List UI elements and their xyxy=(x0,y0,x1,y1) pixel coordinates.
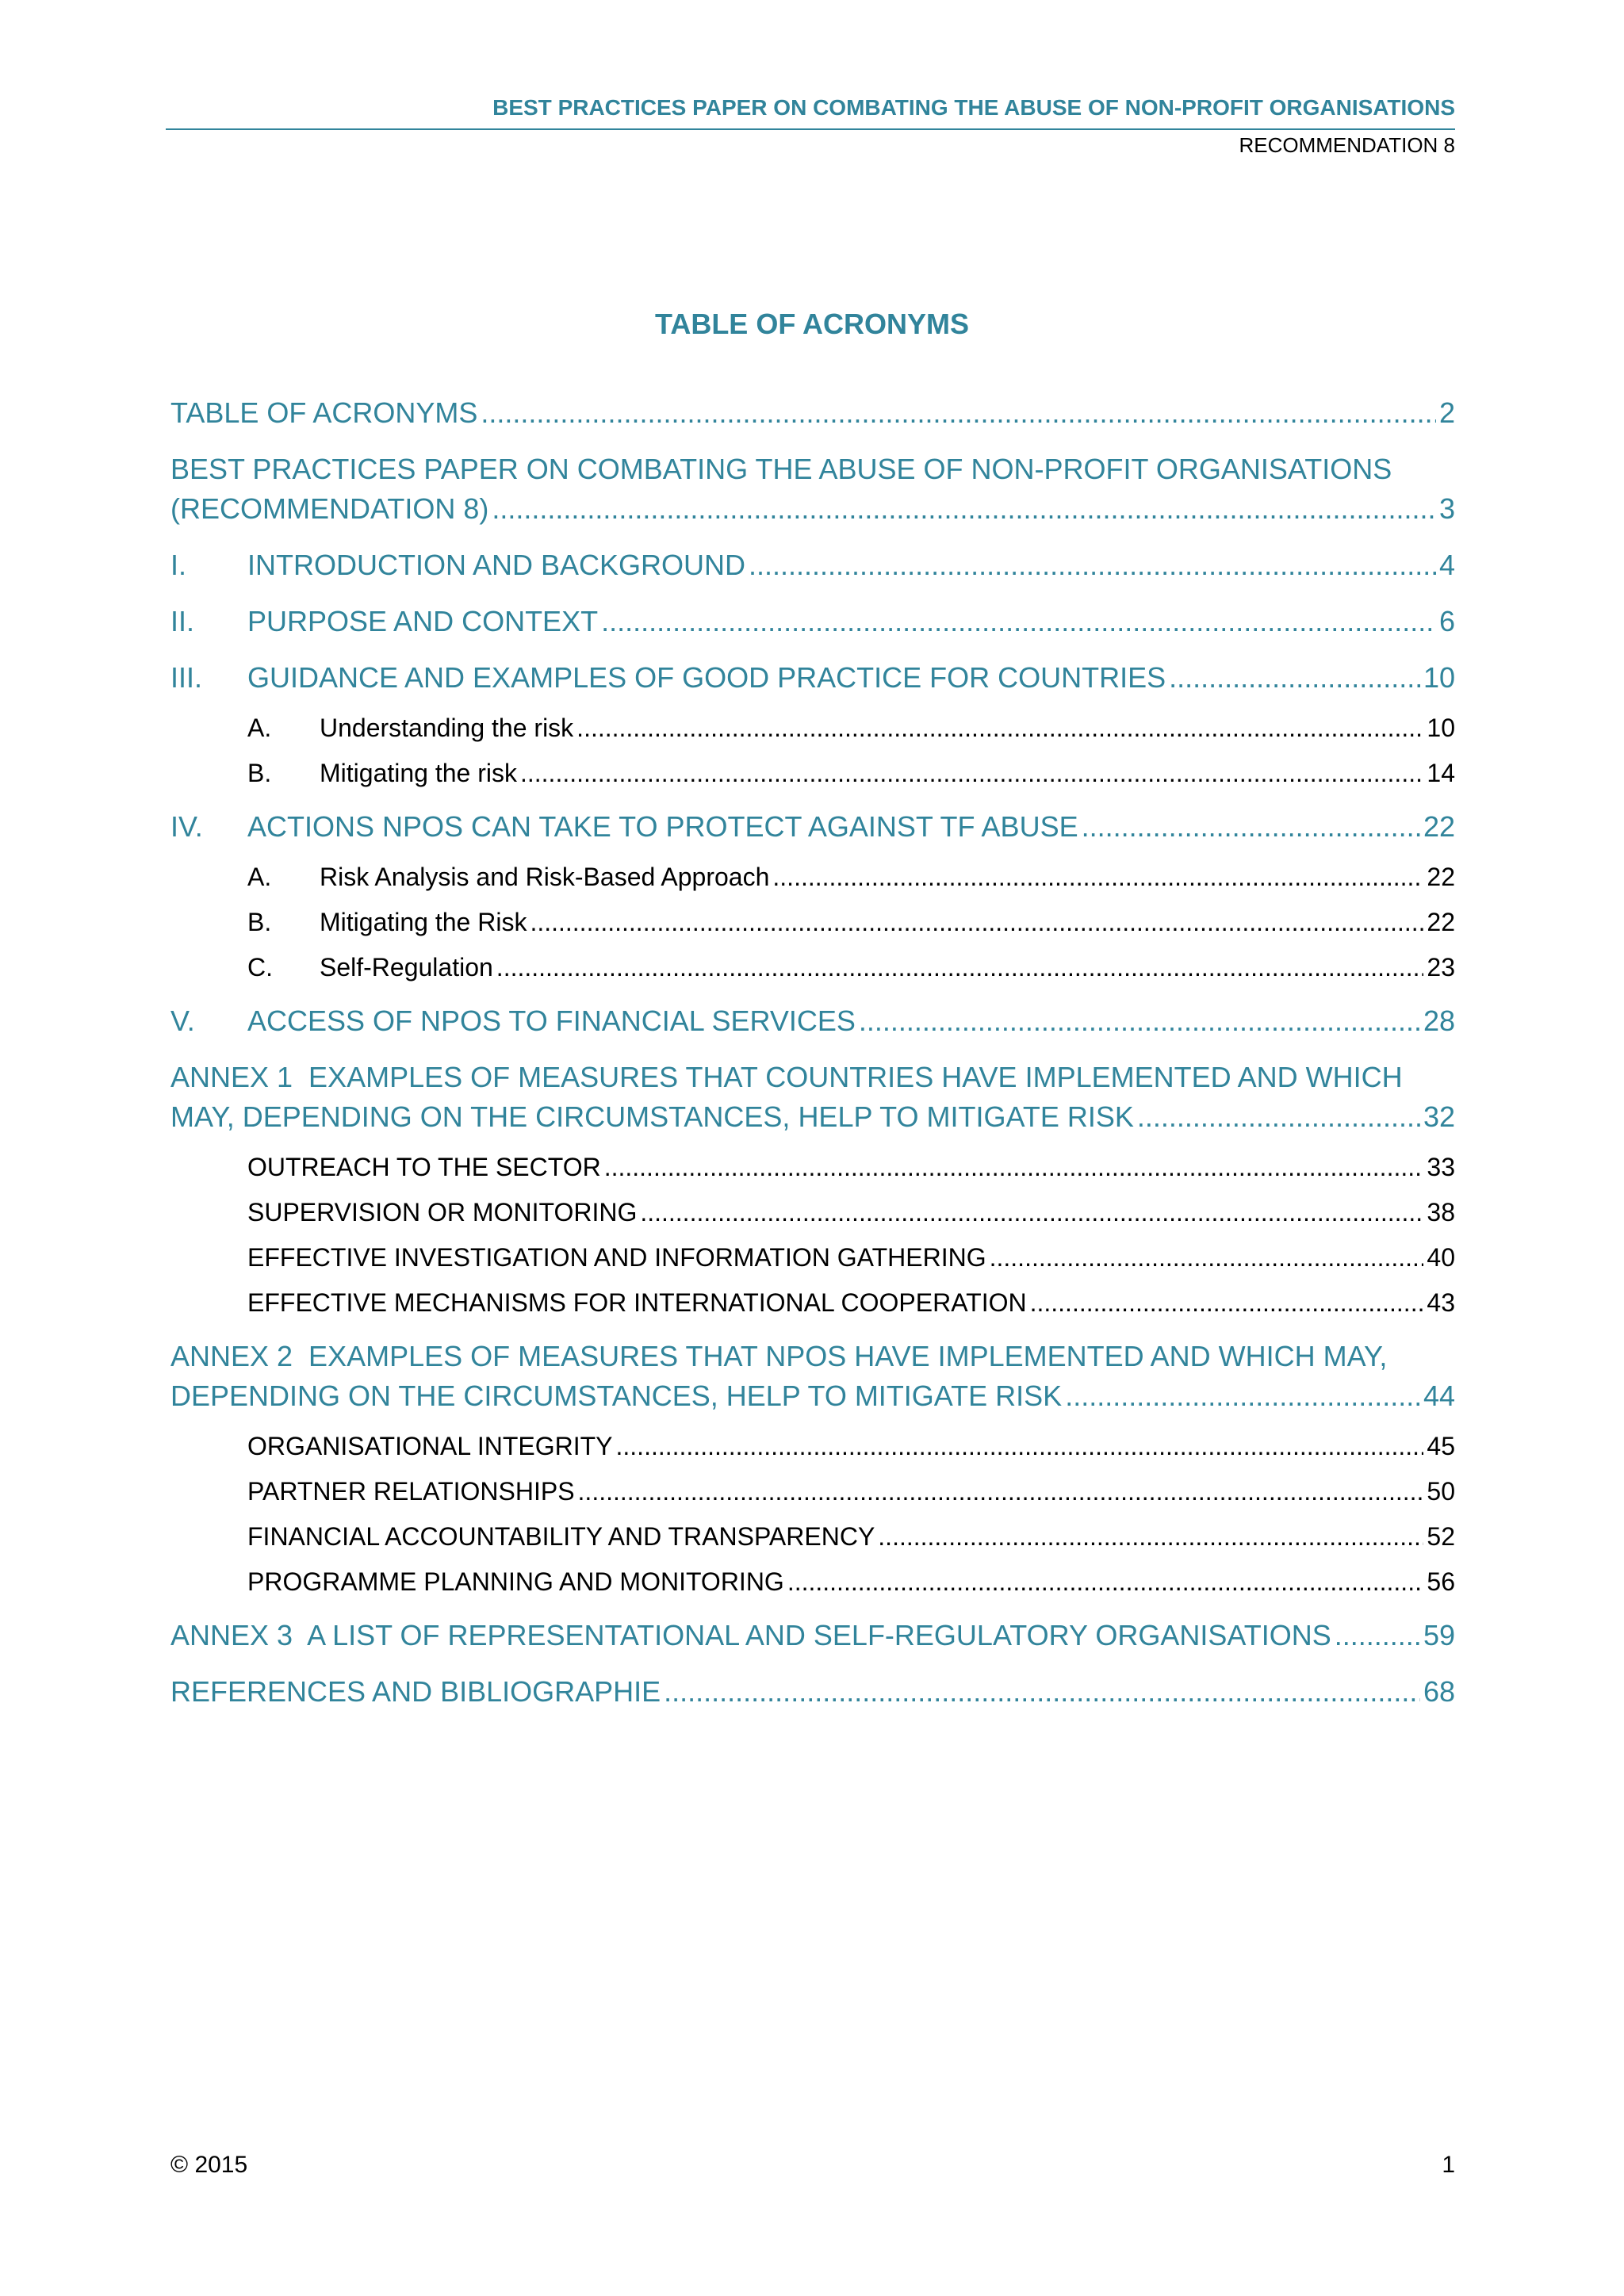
toc-section-number: II. xyxy=(170,605,195,637)
toc-leader xyxy=(530,905,1423,939)
toc-entry-text: EFFECTIVE INVESTIGATION AND INFORMATION GATHERING xyxy=(247,1243,986,1272)
toc-leader xyxy=(1082,807,1420,847)
toc-leader xyxy=(481,393,1436,433)
toc-leader xyxy=(990,1240,1424,1275)
toc-entry-access-financial-services[interactable] xyxy=(170,1001,1455,1041)
toc-entry-text: REFERENCES AND BIBLIOGRAPHIE xyxy=(170,1675,661,1708)
toc-page-number: 40 xyxy=(1427,1243,1455,1272)
toc-leader xyxy=(616,1429,1424,1464)
toc-entry-text-line2: DEPENDING ON THE CIRCUMSTANCES, HELP TO MITIGATE RISK xyxy=(170,1380,1063,1412)
toc-leader xyxy=(749,545,1436,585)
toc-leader xyxy=(1137,1097,1420,1137)
toc-leader xyxy=(520,756,1423,790)
toc-entry-annex-2[interactable] xyxy=(170,1337,1455,1416)
page-title: TABLE OF ACRONYMS xyxy=(655,308,969,340)
toc-section-number: IV. xyxy=(170,810,203,843)
toc-entry-text-line1: BEST PRACTICES PAPER ON COMBATING THE ABUSE OF NON-PROFIT ORGANISATIONS xyxy=(170,453,1392,485)
toc-section-number: I. xyxy=(170,549,187,581)
table-of-contents xyxy=(170,393,1455,1712)
toc-page-number: 38 xyxy=(1427,1198,1455,1226)
toc-leader xyxy=(772,859,1423,894)
toc-leader xyxy=(1030,1285,1424,1320)
toc-entry-text: Risk Analysis and Risk-Based Approach xyxy=(320,863,770,891)
toc-leader xyxy=(576,710,1423,745)
toc-entry-text: OUTREACH TO THE SECTOR xyxy=(247,1153,601,1181)
toc-entry-text: INTRODUCTION AND BACKGROUND xyxy=(247,549,746,581)
toc-leader xyxy=(859,1001,1420,1041)
toc-leader xyxy=(787,1564,1424,1599)
toc-subsection-letter: B. xyxy=(247,908,272,936)
toc-page-number: 10 xyxy=(1423,661,1455,694)
toc-subentry-risk-analysis[interactable] xyxy=(170,859,1455,894)
toc-subentry-supervision[interactable] xyxy=(170,1195,1455,1230)
toc-page-number: 56 xyxy=(1427,1567,1455,1596)
toc-subentry-partner-relationships[interactable] xyxy=(170,1474,1455,1509)
toc-subentry-mitigating-risk[interactable] xyxy=(170,756,1455,790)
toc-entry-text: FINANCIAL ACCOUNTABILITY AND TRANSPARENCY xyxy=(247,1522,875,1551)
toc-entry-text-line2: MAY, DEPENDING ON THE CIRCUMSTANCES, HELP TO MITIGATE RISK xyxy=(170,1100,1134,1133)
toc-leader xyxy=(578,1474,1424,1509)
toc-section-number: III. xyxy=(170,661,203,694)
toc-entry-introduction[interactable] xyxy=(170,545,1455,585)
toc-page-number: 22 xyxy=(1427,863,1455,891)
toc-leader xyxy=(496,950,1424,985)
toc-entry-table-of-acronyms[interactable] xyxy=(170,393,1455,433)
toc-entry-text: PROGRAMME PLANNING AND MONITORING xyxy=(247,1567,784,1596)
toc-leader xyxy=(1065,1376,1420,1416)
toc-entry-purpose-context[interactable] xyxy=(170,602,1455,641)
toc-subentry-mitigating-the-risk[interactable] xyxy=(170,905,1455,939)
toc-entry-text: TABLE OF ACRONYMS xyxy=(170,396,478,429)
toc-page-number: 68 xyxy=(1423,1675,1455,1708)
toc-entry-text: ACTIONS NPOS CAN TAKE TO PROTECT AGAINST TF ABUSE xyxy=(247,810,1078,843)
toc-subentry-outreach[interactable] xyxy=(170,1150,1455,1184)
toc-entry-guidance[interactable] xyxy=(170,658,1455,698)
toc-entry-text: PURPOSE AND CONTEXT xyxy=(247,605,599,637)
toc-entry-text: ORGANISATIONAL INTEGRITY xyxy=(247,1432,613,1460)
toc-subentry-understanding-risk[interactable] xyxy=(170,710,1455,745)
toc-subsection-letter: A. xyxy=(247,863,272,891)
toc-leader xyxy=(492,489,1436,529)
toc-page-number: 4 xyxy=(1438,549,1455,581)
toc-leader xyxy=(604,1150,1424,1184)
toc-subsection-letter: B. xyxy=(247,759,272,787)
toc-entry-best-practices-paper[interactable] xyxy=(170,450,1455,529)
toc-page-number: 44 xyxy=(1423,1380,1455,1412)
toc-entry-text-line2: (RECOMMENDATION 8) xyxy=(170,492,489,525)
copyright-notice: © 2015 xyxy=(170,2152,248,2178)
toc-subentry-programme-planning[interactable] xyxy=(170,1564,1455,1599)
toc-page-number: 6 xyxy=(1438,605,1455,637)
toc-entry-text: Mitigating the Risk xyxy=(320,908,527,936)
toc-entry-text: Mitigating the risk xyxy=(320,759,517,787)
toc-entry-text-line1: ANNEX 2 EXAMPLES OF MEASURES THAT NPOS HAVE IMPLEMENTED AND WHICH MAY, xyxy=(170,1340,1388,1372)
toc-entry-annex-1[interactable] xyxy=(170,1058,1455,1137)
toc-page-number: 2 xyxy=(1438,396,1455,429)
toc-entry-text: Self-Regulation xyxy=(320,953,493,982)
toc-page-number: 59 xyxy=(1423,1619,1455,1651)
toc-entry-annex-3[interactable] xyxy=(170,1616,1455,1655)
page-number: 1 xyxy=(1442,2152,1455,2178)
toc-leader xyxy=(878,1519,1423,1554)
toc-page-number: 22 xyxy=(1423,810,1455,843)
toc-page-number: 33 xyxy=(1427,1153,1455,1181)
running-header-title: BEST PRACTICES PAPER ON COMBATING THE ABUSE OF NON-PROFIT ORGANISATIONS xyxy=(492,95,1455,120)
toc-entry-text: Understanding the risk xyxy=(320,714,574,742)
toc-entry-text-line1: ANNEX 1 EXAMPLES OF MEASURES THAT COUNTRIES HAVE IMPLEMENTED AND WHICH xyxy=(170,1061,1403,1093)
toc-leader xyxy=(664,1672,1420,1712)
toc-page-number: 28 xyxy=(1423,1004,1455,1037)
toc-subentry-investigation[interactable] xyxy=(170,1240,1455,1275)
toc-leader xyxy=(1169,658,1420,698)
toc-page-number: 14 xyxy=(1427,759,1455,787)
header-divider xyxy=(166,128,1455,130)
toc-page-number: 52 xyxy=(1427,1522,1455,1551)
toc-subentry-self-regulation[interactable] xyxy=(170,950,1455,985)
toc-subsection-letter: A. xyxy=(247,714,272,742)
toc-page-number: 43 xyxy=(1427,1288,1455,1317)
toc-page-number: 45 xyxy=(1427,1432,1455,1460)
toc-entry-text: PARTNER RELATIONSHIPS xyxy=(247,1477,575,1506)
toc-page-number: 3 xyxy=(1438,492,1455,525)
toc-subentry-international-cooperation[interactable] xyxy=(170,1285,1455,1320)
toc-leader xyxy=(1335,1616,1420,1655)
toc-page-number: 50 xyxy=(1427,1477,1455,1506)
toc-entry-actions-npos[interactable] xyxy=(170,807,1455,847)
toc-subsection-letter: C. xyxy=(247,953,273,982)
toc-subentry-organisational-integrity[interactable] xyxy=(170,1429,1455,1464)
running-header-subtitle: RECOMMENDATION 8 xyxy=(1239,133,1455,157)
toc-entry-text: GUIDANCE AND EXAMPLES OF GOOD PRACTICE FOR COUNTRIES xyxy=(247,661,1166,694)
toc-page-number: 22 xyxy=(1427,908,1455,936)
toc-page-number: 32 xyxy=(1423,1100,1455,1133)
toc-subentry-financial-accountability[interactable] xyxy=(170,1519,1455,1554)
toc-page-number: 10 xyxy=(1427,714,1455,742)
toc-page-number: 23 xyxy=(1427,953,1455,982)
toc-leader xyxy=(640,1195,1423,1230)
toc-entry-references[interactable] xyxy=(170,1672,1455,1712)
toc-section-number: V. xyxy=(170,1004,195,1037)
toc-entry-text: ANNEX 3 A LIST OF REPRESENTATIONAL AND SELF-REGULATORY ORGANISATIONS xyxy=(170,1619,1331,1651)
toc-entry-text: ACCESS OF NPOS TO FINANCIAL SERVICES xyxy=(247,1004,856,1037)
toc-entry-text: SUPERVISION OR MONITORING xyxy=(247,1198,638,1226)
toc-leader xyxy=(601,602,1436,641)
toc-entry-text: EFFECTIVE MECHANISMS FOR INTERNATIONAL COOPERATION xyxy=(247,1288,1027,1317)
